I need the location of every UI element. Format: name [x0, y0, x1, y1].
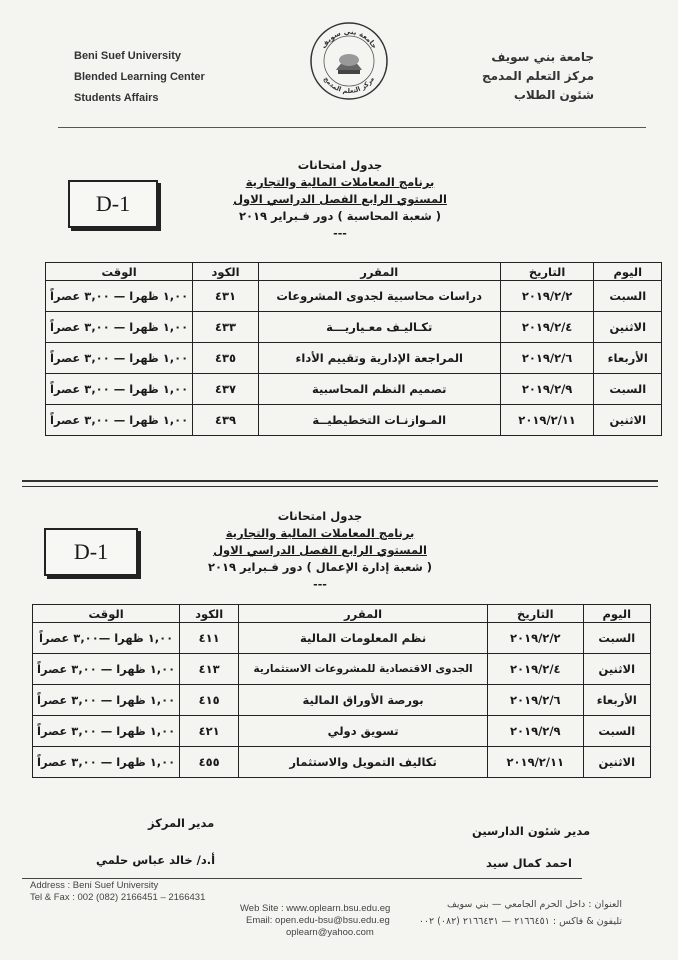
footer-tel-ar-line: تليفون & فاكس : ٢١٦٦٤٥١ — ٢١٦٦٤٣١ (٠٨٢) ٠٠٢ — [418, 916, 622, 927]
cell-date: ٢٠١٩/٢/٢ — [488, 623, 583, 654]
footer-divider — [22, 878, 582, 879]
cell-time: ١,٠٠ ظهرا — ٣,٠٠ عصراً — [33, 716, 180, 747]
affairs-director-name: احمد كمال سيد — [486, 856, 572, 870]
exam-table — [32, 604, 651, 778]
cell-date: ٢٠١٩/٢/٦ — [500, 343, 594, 374]
footer-web — [240, 903, 390, 939]
cell-course: نظم المعلومات المالية — [239, 623, 488, 654]
header-ar-affairs: شئون الطلاب — [513, 88, 594, 102]
header-divider — [58, 127, 646, 128]
col-course: المقرر — [258, 263, 500, 281]
table-row — [33, 654, 651, 685]
cell-code: ٤٣٣ — [193, 312, 259, 343]
table-row — [33, 623, 651, 654]
footer-address: Address : Beni Suef University — [30, 880, 159, 891]
table-row — [46, 343, 662, 374]
section-title — [170, 508, 470, 593]
cell-day: الاثنين — [583, 747, 650, 778]
cell-course: تكاليف التمويل والاستثمار — [239, 747, 488, 778]
affairs-director-title: مدير شئون الدارسين — [472, 824, 591, 838]
table-row — [46, 281, 662, 312]
cell-time: ١,٠٠ ظهرا — ٣,٠٠ عصراً — [46, 312, 193, 343]
center-director-name: أ.د/ خالد عباس حلمي — [96, 853, 216, 867]
header-english — [74, 46, 274, 109]
cell-time: ١,٠٠ ظهرا — ٣,٠٠ عصراً — [46, 343, 193, 374]
header-ar-university: جامعة بني سويف — [491, 50, 594, 64]
col-time: الوقت — [33, 605, 180, 623]
table-header-row — [33, 605, 651, 623]
section-code-box — [68, 180, 158, 228]
cell-code: ٤٣٥ — [193, 343, 259, 374]
cell-day: الاثنين — [583, 654, 650, 685]
cell-course: تسويق دولي — [239, 716, 488, 747]
cell-date: ٢٠١٩/٢/١١ — [488, 747, 583, 778]
footer-email-2: oplearn@yahoo.com — [286, 927, 374, 938]
col-date: التاريخ — [500, 263, 594, 281]
cell-code: ٤٣١ — [193, 281, 259, 312]
cell-time: ١,٠٠ ظهرا — ٣,٠٠ عصراً — [46, 281, 193, 312]
col-day: اليوم — [594, 263, 662, 281]
svg-text:مركز التعلم المدمج — [322, 75, 376, 95]
col-day: اليوم — [583, 605, 650, 623]
title-dash: --- — [333, 227, 347, 240]
header-ar-center: مركز التعلم المدمج — [482, 69, 594, 83]
section-divider — [22, 480, 658, 487]
logo-bottom-text: مركز التعلم المدمج — [322, 75, 376, 96]
cell-day: الاثنين — [594, 405, 662, 436]
header-en-center: Blended Learning Center — [74, 71, 205, 83]
cell-time: ١,٠٠ ظهرا — ٣,٠٠ عصراً — [46, 374, 193, 405]
title-level: المستوي الرابع الفصل الدراسي الاول — [233, 192, 447, 206]
cell-code: ٤٣٩ — [193, 405, 259, 436]
title-dash: --- — [313, 578, 327, 591]
footer-address-en — [30, 880, 205, 904]
title-level: المستوي الرابع الفصل الدراسي الاول — [213, 543, 427, 557]
header-en-affairs: Students Affairs — [74, 92, 159, 104]
header-arabic — [394, 48, 594, 105]
cell-date: ٢٠١٩/٢/٦ — [488, 685, 583, 716]
university-logo — [308, 20, 390, 102]
cell-course: بورصة الأوراق المالية — [239, 685, 488, 716]
header-en-university: Beni Suef University — [74, 50, 181, 62]
logo-top-text: جامعة بني سويف — [319, 27, 379, 51]
table-row — [33, 685, 651, 716]
section-code: D-1 — [95, 191, 131, 216]
col-time: الوقت — [46, 263, 193, 281]
cell-time: ١,٠٠ ظهرا —٣,٠٠ عصراً — [33, 623, 180, 654]
cell-course: تصميم النظم المحاسبية — [258, 374, 500, 405]
svg-text:جامعة بني سويف — [320, 28, 379, 50]
section-code: D-1 — [73, 539, 109, 564]
col-course: المقرر — [239, 605, 488, 623]
table-row — [46, 405, 662, 436]
title-exam-schedule: جدول امتحانات — [277, 509, 363, 523]
cell-date: ٢٠١٩/٢/٢ — [500, 281, 594, 312]
table-row — [46, 312, 662, 343]
title-program: برنامج المعاملات المالية والتجارية — [245, 175, 435, 189]
cell-day: الأربعاء — [594, 343, 662, 374]
title-exam-schedule: جدول امتحانات — [297, 158, 383, 172]
cell-course: تكـاليـف معـياريـــة — [258, 312, 500, 343]
cell-course: دراسات محاسبية لجدوى المشروعات — [258, 281, 500, 312]
footer-tel: Tel & Fax : 002 (082) 2166451 – 2166431 — [30, 892, 206, 903]
col-date: التاريخ — [488, 605, 583, 623]
cell-code: ٤١٣ — [180, 654, 239, 685]
cell-date: ٢٠١٩/٢/٤ — [488, 654, 583, 685]
footer-address-ar — [419, 896, 622, 930]
cell-code: ٤١١ — [180, 623, 239, 654]
cell-course: المراجعة الإدارية وتقييم الأداء — [258, 343, 500, 374]
col-code: الكود — [193, 263, 259, 281]
cell-code: ٤٢١ — [180, 716, 239, 747]
cell-date: ٢٠١٩/٢/٩ — [500, 374, 594, 405]
exam-table — [45, 262, 662, 436]
cell-course: الجدوى الاقتصادية للمشروعات الاستثمارية — [239, 654, 488, 685]
center-director-title: مدير المركز — [148, 816, 215, 830]
cell-time: ١,٠٠ ظهرا — ٣,٠٠ عصراً — [33, 685, 180, 716]
title-division: ( شعبة إدارة الإعمال ) دور فـبراير ٢٠١٩ — [207, 560, 433, 574]
cell-code: ٤١٥ — [180, 685, 239, 716]
cell-date: ٢٠١٩/٢/١١ — [500, 405, 594, 436]
cell-day: السبت — [583, 716, 650, 747]
cell-day: الاثنين — [594, 312, 662, 343]
table-row — [33, 747, 651, 778]
cell-date: ٢٠١٩/٢/٤ — [500, 312, 594, 343]
footer-address-ar-line: العنوان : داخل الحرم الجامعي — بني سويف — [447, 899, 622, 910]
title-division: ( شعبة المحاسبة ) دور فـبراير ٢٠١٩ — [238, 209, 442, 223]
cell-time: ١,٠٠ ظهرا — ٣,٠٠ عصراً — [33, 654, 180, 685]
table-row — [46, 374, 662, 405]
section-title — [190, 157, 490, 242]
title-program: برنامج المعاملات المالية والتجارية — [225, 526, 415, 540]
cell-time: ١,٠٠ ظهرا — ٣,٠٠ عصراً — [46, 405, 193, 436]
cell-day: السبت — [594, 374, 662, 405]
cell-date: ٢٠١٩/٢/٩ — [488, 716, 583, 747]
footer-email: Email: open.edu-bsu@bsu.edu.eg — [246, 915, 390, 926]
col-code: الكود — [180, 605, 239, 623]
footer-website: Web Site : www.oplearn.bsu.edu.eg — [240, 903, 391, 914]
table-row — [33, 716, 651, 747]
table-header-row — [46, 263, 662, 281]
cell-day: السبت — [583, 623, 650, 654]
cell-day: السبت — [594, 281, 662, 312]
section-code-box — [44, 528, 138, 576]
cell-time: ١,٠٠ ظهرا — ٣,٠٠ عصراً — [33, 747, 180, 778]
cell-code: ٤٥٥ — [180, 747, 239, 778]
cell-code: ٤٣٧ — [193, 374, 259, 405]
cell-course: المـوازنـات التخطيطيــة — [258, 405, 500, 436]
cell-day: الأربعاء — [583, 685, 650, 716]
